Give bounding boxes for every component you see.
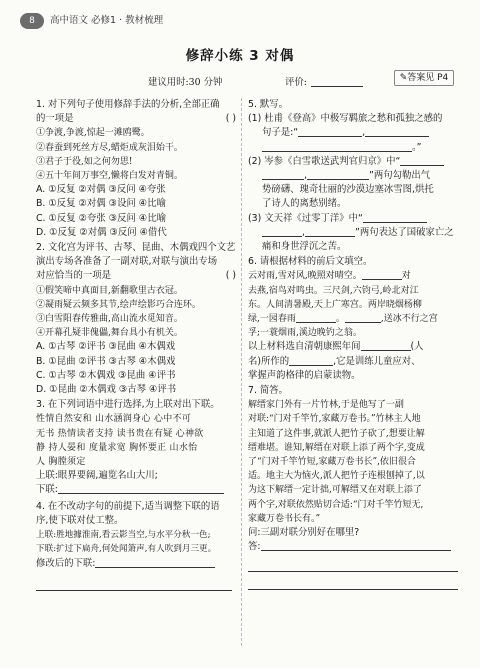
q1-stem-2: 的一项是 ( ) — [36, 112, 236, 126]
answer-blank[interactable] — [362, 279, 402, 280]
q7-question: 问:三副对联分别好在哪里? — [248, 527, 360, 539]
q2-option-b[interactable]: B. ①昆曲 ②评书 ③古琴 ④木偶戏 — [36, 355, 176, 367]
q4-revised: 修改后的下联: — [36, 557, 236, 571]
q1-option-a[interactable]: A. ①反复 ②对偶 ③反问 ④夸张 — [36, 184, 166, 196]
answer-line[interactable] — [36, 577, 232, 591]
q2-stem-3: 对应恰当的一项是 ( ) — [36, 269, 236, 283]
page-number: 8 — [20, 13, 44, 29]
answer-blank[interactable] — [361, 350, 411, 351]
left-column — [36, 98, 236, 595]
q6-passage-1: 云对雨,雪对风,晚照对晴空。 对 — [248, 271, 411, 282]
answer-blank[interactable] — [95, 567, 215, 568]
q1-stem-1: 1. 对下列句子使用修辞手法的分析,全部正确 — [36, 99, 220, 110]
q7-story-6: 适。地主大为恼火,派人把竹子连根刨掉了,以 — [248, 471, 425, 482]
q6-passage-2: 去燕,宿鸟对鸣虫。三尺剑,六钧弓,岭北对江 — [248, 285, 419, 296]
answer-blank[interactable] — [296, 322, 336, 323]
question-3 — [36, 398, 236, 497]
q6-passage-3: 东。人间清暑殿,天上广寒宫。两岸晓烟杨柳 — [248, 299, 422, 310]
q2-couplet-3: ③白雪阳春传雅曲,高山流水觅知音。 — [36, 314, 183, 325]
q3-word-bank-4: 人 胸膛须定 — [36, 457, 86, 468]
answer-line[interactable] — [248, 576, 458, 590]
q5-item-1-line-3: 。” — [248, 141, 462, 155]
q1-sentence-4: ④五十年间万事空,懒将白发对青铜。 — [36, 171, 183, 182]
q2-stem-2: 演出专场各准备了一副对联,对联与演出专场 — [36, 256, 218, 268]
answer-blank[interactable] — [363, 222, 427, 223]
q6-source-1: 以上材料选自清朝康熙年间 (人 — [248, 341, 424, 353]
answer-reference-badge — [394, 70, 454, 86]
q4-stem-1: 4. 在不改动字句的前提下,适当调整下联的语 — [36, 500, 220, 512]
evaluation-label: 评价: — [285, 77, 307, 88]
q3-lower-couplet: 下联: — [36, 483, 236, 497]
q4-lower-couplet: 下联:扩过下扁舟,何处闻箫声,有人吹到月三更。 — [36, 544, 217, 555]
q5-item-2-line-4: 了诗人的离愁别绪。 — [262, 198, 347, 210]
q3-word-bank-1: 性情自然安和 山水涵润身心 心中不可 — [36, 414, 192, 425]
answer-blank[interactable] — [365, 136, 429, 137]
q6-stem: 6. 请根据材料的前后文填空。 — [248, 256, 373, 268]
q2-option-a[interactable]: A. ①古琴 ②评书 ③昆曲 ④木偶戏 — [36, 341, 176, 353]
answer-blank[interactable] — [345, 322, 381, 323]
question-1 — [36, 98, 236, 240]
answer-blank[interactable] — [262, 179, 304, 180]
q6-passage-4: 绿,一园春雨 。 ,送冰不行之宫 — [248, 314, 438, 325]
q5-item-1-line-2: 句子是:“ , — [248, 126, 462, 140]
q7-story-8: 两个字,对联依然贴切合适:“门对千竿竹短无, — [248, 499, 424, 510]
q1-option-b[interactable]: B. ①反复 ②对偶 ③设问 ④比喻 — [36, 198, 166, 210]
q5-item-2-line-3: 势磅礴、瑰奇壮丽的沙漠边塞冰雪图,烘托 — [262, 184, 434, 196]
question-4 — [36, 500, 236, 591]
q2-couplet-4: ④开幕孔疑非傀儡,舞台具小有机关。 — [36, 328, 183, 339]
q7-story-4: 缙难堪。谁知,解缙在对联上添了两个字,变成 — [248, 442, 425, 453]
question-5 — [248, 98, 462, 254]
q5-item-2-line-2: , ”两句勾勒出气 — [248, 169, 462, 183]
q7-story-7: 为这下解缙一定计拙,可解缙又在对联上添了 — [248, 485, 422, 496]
q6-passage-5: 孚;一蓑烟雨,溪边晚钓之翁。 — [248, 328, 362, 339]
column-divider — [241, 98, 242, 646]
q7-stem: 7. 简答。 — [248, 385, 289, 397]
question-7 — [248, 384, 462, 589]
answer-blank[interactable] — [307, 179, 369, 180]
answer-blank[interactable] — [262, 151, 412, 152]
answer-blank[interactable] — [58, 493, 224, 494]
q3-word-bank-3: 静 持人晏和 度量求宽 胸怀要正 山水怡 — [36, 442, 198, 453]
q2-stem-1: 2. 文化宫为评书、古琴、昆曲、木偶戏四个文艺 — [36, 242, 236, 254]
question-6 — [248, 255, 462, 383]
answer-paren[interactable]: ( ) — [225, 270, 236, 282]
q4-stem-2: 序,使下联对仗工整。 — [36, 514, 124, 526]
pencil-icon: ✎ — [399, 73, 408, 83]
answer-line[interactable] — [248, 558, 458, 572]
q7-story-1: 解缙家门外有一片竹林,于是他写了一副 — [248, 400, 404, 411]
q5-item-1-line-1: (1) 杜甫《登高》中极写羁旅之愁和孤独之感的 — [248, 113, 443, 125]
question-2 — [36, 241, 236, 397]
q5-item-3-line-3: 痛和身世浮沉之苦。 — [262, 241, 347, 253]
answer-blank[interactable] — [261, 550, 451, 551]
q5-item-2-line-1: (2) 岑参《白雪歌送武判官归京》中“ — [248, 155, 462, 169]
page-header — [0, 0, 480, 28]
answer-blank[interactable] — [305, 236, 355, 237]
header-title: 高中语文 必修1 · 教材梳理 — [50, 15, 164, 26]
suggested-time: 建议用时:30 分钟 — [148, 77, 223, 88]
evaluation-blank[interactable] — [311, 86, 363, 87]
q5-item-3-line-2: , ”两句表达了国破家亡之 — [248, 226, 462, 240]
q4-upper-couplet: 上联:胜地據淮南,看云影当空,与水平分秋一色; — [36, 530, 211, 541]
q1-sentence-1: ①争渡,争渡,惊起一滩鸥鹭。 — [36, 128, 150, 139]
answer-blank[interactable] — [298, 136, 362, 137]
q1-sentence-2: ②春蚕到死丝方尽,蜡炬成灰泪始干。 — [36, 142, 183, 153]
answer-blank[interactable] — [289, 365, 333, 366]
q5-item-3-line-1: (3) 文天祥《过零丁洋》中“ — [248, 212, 462, 226]
answer-blank[interactable] — [262, 236, 302, 237]
q2-couplet-2: ②凝雨疑云频多其节,绘声绘影巧合连环。 — [36, 299, 201, 310]
q7-story-9: 家藏万卷书长有。” — [248, 513, 321, 524]
q7-answer: 答: — [248, 540, 462, 554]
evaluation-field — [285, 76, 363, 90]
q2-couplet-1: ①假笑啼中真面目,新翻歌里古衣冠。 — [36, 285, 183, 296]
q7-story-2: 对联:“门对千竿竹,家藏万卷书。”竹林主人地 — [248, 414, 421, 425]
q7-story-3: 主知道了这件事,就派人把竹子砍了,想要让解 — [248, 428, 425, 439]
q6-source-3: 掌握声韵格律的启蒙读物。 — [248, 369, 361, 381]
q2-option-d[interactable]: D. ①昆曲 ②木偶戏 ③古琴 ④评书 — [36, 384, 177, 396]
q5-stem: 5. 默写。 — [248, 99, 289, 110]
q1-option-d[interactable]: D. ①反复 ②对偶 ③反问 ④借代 — [36, 226, 167, 238]
answer-reference-text: 答案见 P4 — [407, 73, 449, 83]
q7-story-5: 了“门对千竿竹短,家藏万卷书长”,依旧很合 — [248, 457, 416, 468]
q6-source-2: 名)所作的 ,它是训练儿童应对、 — [248, 355, 421, 367]
q1-sentence-3: ③君子于役,如之何勿思! — [36, 156, 133, 167]
q2-option-c[interactable]: C. ①古琴 ②木偶戏 ③昆曲 ④评书 — [36, 369, 176, 381]
q3-word-bank-2: 无书 热情读者支持 读书贵在有疑 心神欲 — [36, 428, 204, 439]
q1-option-c[interactable]: C. ①反复 ②夸张 ③反问 ④比喻 — [36, 212, 167, 224]
q3-stem: 3. 在下列词语中进行选择,为上联对出下联。 — [36, 399, 220, 411]
q3-upper-couplet: 上联:眼界要阔,遍览名山大川; — [36, 470, 158, 482]
right-column — [248, 98, 462, 594]
answer-blank[interactable] — [400, 165, 444, 166]
page-title: 修辞小练 3 对偶 — [185, 48, 295, 64]
answer-paren[interactable]: ( ) — [225, 113, 236, 125]
